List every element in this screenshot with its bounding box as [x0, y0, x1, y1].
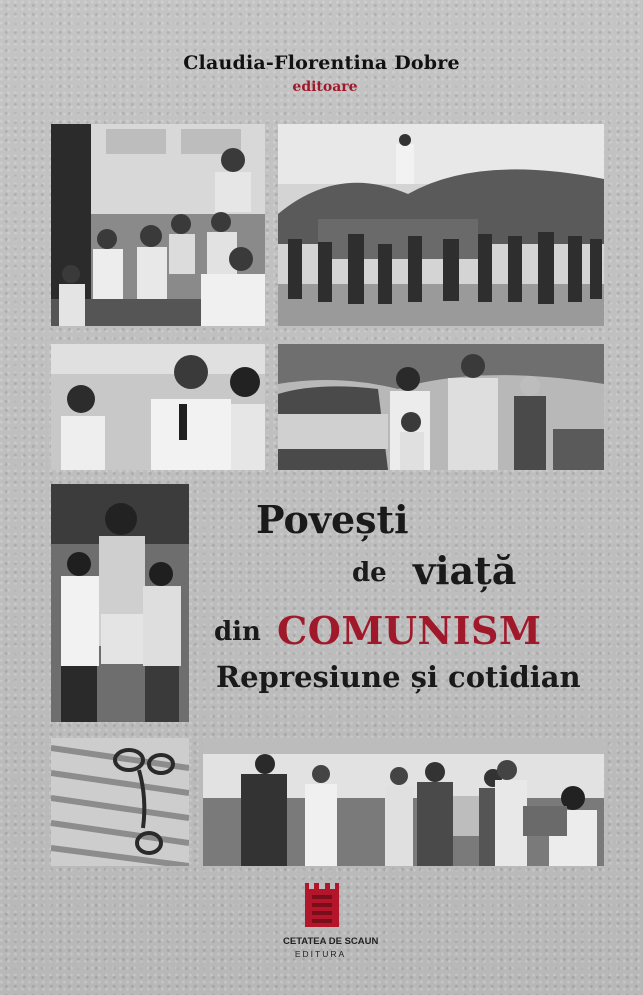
- photo-crowd-truck: [278, 124, 604, 326]
- author-name: Claudia-Florentina Dobre: [183, 52, 460, 74]
- title-line-3-prefix: din: [214, 617, 261, 647]
- title-line-2: viață: [413, 548, 517, 593]
- photo-mother-daughters: [51, 484, 189, 722]
- castle-tower-icon: [305, 883, 339, 927]
- title-line-1: Povești: [256, 497, 409, 542]
- photo-toast-group: [51, 344, 265, 470]
- photo-field-workers: [203, 738, 604, 866]
- author-role: editoare: [292, 79, 358, 95]
- title-line-2-prefix: de: [352, 558, 387, 588]
- subtitle: Represiune și cotidian: [216, 660, 581, 694]
- photo-classroom: [51, 124, 265, 326]
- title-line-3-highlight: COMUNISM: [277, 608, 542, 653]
- photo-family-car: [278, 344, 604, 470]
- photo-handcuffs: [51, 738, 189, 866]
- publisher-sub: EDITURA: [294, 949, 347, 959]
- publisher-name: CETATEA DE SCAUN: [283, 936, 379, 947]
- publisher-logo: [283, 883, 379, 963]
